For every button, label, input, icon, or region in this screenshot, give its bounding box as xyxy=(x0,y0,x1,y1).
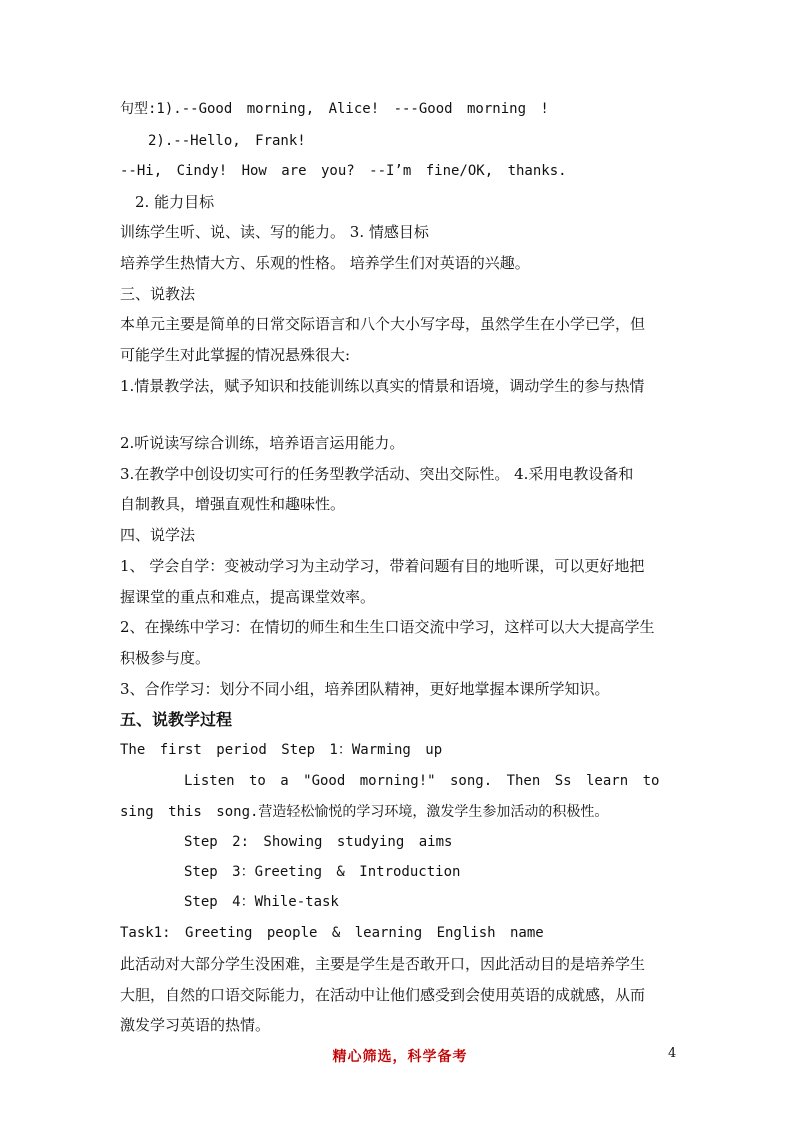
text-line: Listen to a "Good morning!" song. Then Ss learn to xyxy=(184,773,660,789)
section-heading: 五、说教学过程 xyxy=(120,710,233,729)
text-line: 1.情景教学法，赋予知识和技能训练以真实的情景和语境，调动学生的参与热情 xyxy=(120,377,645,395)
text-line: 2.听说读写综合训练，培养语言运用能力。 xyxy=(120,434,405,452)
text-line: Task1: Greeting people & learning English name xyxy=(120,925,544,941)
text-line: 1、 学会自学：变被动学习为主动学习，带着问题有目的地听课，可以更好地把 xyxy=(120,557,645,575)
text-line: Step 4：While-task xyxy=(184,894,339,910)
text-line: 2、在操练中学习：在情切的师生和生生口语交流中学习，这样可以大大提高学生 xyxy=(120,618,655,636)
section-heading: 2. 能力目标 xyxy=(135,193,215,211)
page-footer: 精心筛选，科学备考 xyxy=(332,1049,468,1065)
section-heading: 四、说学法 xyxy=(120,526,196,544)
text-line: --Hi, Cindy! How are you? --I’m fine/OK, thanks. xyxy=(120,163,567,179)
text-line: 积极参与度。 xyxy=(120,649,211,667)
text-line: Step 3：Greeting & Introduction xyxy=(184,864,461,880)
text-line: 自制教具，增强直观性和趣味性。 xyxy=(120,495,346,513)
text-line: 激发学习英语的热情。 xyxy=(120,1016,271,1034)
text-line: 培养学生热情大方、乐观的性格。 培养学生们对英语的兴趣。 xyxy=(120,254,530,272)
text-line: 2).--Hello, Frank! xyxy=(148,133,306,149)
section-heading: 三、说教法 xyxy=(120,285,196,303)
text-line: 此活动对大部分学生没困难，主要是学生是否敢开口，因此活动目的是培养学生 xyxy=(120,955,646,973)
text-line: 握课堂的重点和难点，提高课堂效率。 xyxy=(120,588,376,606)
text-line: 本单元主要是简单的日常交际语言和八个大小写字母，虽然学生在小学已学，但 xyxy=(120,315,646,333)
text-line: 3.在教学中创设切实可行的任务型教学活动、突出交际性。 4.采用电教设备和 xyxy=(120,465,634,483)
text-line: Step 2: Showing studying aims xyxy=(184,834,453,850)
text-line: 大胆，自然的口语交际能力，在活动中让他们感受到会使用英语的成就感，从而 xyxy=(120,986,646,1004)
text-line: The first period Step 1：Warming up xyxy=(120,742,443,758)
text-line: 3、合作学习：划分不同小组，培养团队精神，更好地掌握本课所学知识。 xyxy=(120,680,610,698)
page-number: 4 xyxy=(668,1046,677,1061)
text-line: 训练学生听、说、读、写的能力。 3. 情感目标 xyxy=(120,223,429,241)
text-line: 可能学生对此掌握的情况悬殊很大: xyxy=(120,346,351,364)
text-line: sing this song.营造轻松愉悦的学习环境，激发学生参加活动的积极性。 xyxy=(120,804,609,820)
text-line: 句型:1).--Good morning, Alice! ---Good morning ! xyxy=(120,101,549,117)
